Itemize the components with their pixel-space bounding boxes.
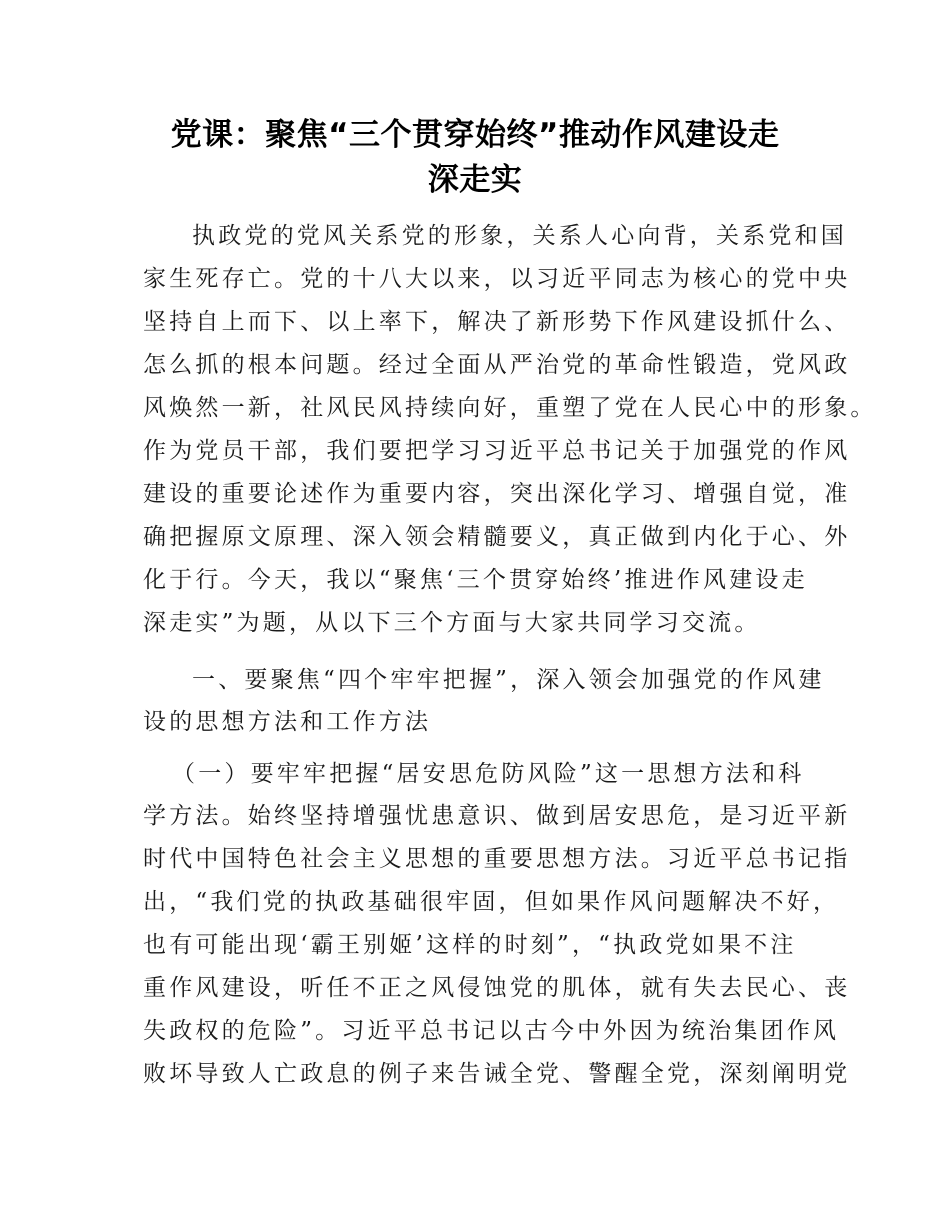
heading-line: 设的思想方法和工作方法 <box>143 709 432 735</box>
paragraph-line: 建设的重要论述作为重要内容，突出深化学习、增强自觉，准 <box>143 481 851 507</box>
paragraph-line: 时代中国特色社会主义思想的重要思想方法。习近平总书记指 <box>143 846 851 872</box>
paragraph-line: 风焕然一新，社风民风持续向好，重塑了党在人民心中的形象。 <box>143 395 877 421</box>
paragraph-line: 重作风建设，听任不正之风侵蚀党的肌体，就有失去民心、丧 <box>143 975 851 1001</box>
paragraph-line: 深走实”为题，从以下三个方面与大家共同学习交流。 <box>143 610 761 636</box>
paragraph-line: 学方法。始终坚持增强忧患意识、做到居安思危，是习近平新 <box>143 803 851 829</box>
document-title-line-2: 深走实 <box>427 162 523 198</box>
paragraph-line: 作为党员干部，我们要把学习习近平总书记关于加强党的作风 <box>143 438 851 464</box>
paragraph-line: 确把握原文原理、深入领会精髓要义，真正做到内化于心、外 <box>143 524 851 550</box>
paragraph-line: 执政党的党风关系党的形象，关系人心向背，关系党和国 <box>192 223 847 249</box>
paragraph-line: 家生死存亡。党的十八大以来，以习近平同志为核心的党中央 <box>143 266 851 292</box>
paragraph-line: （一）要牢牢把握“居安思危防风险”这一思想方法和科 <box>172 761 805 787</box>
paragraph-line: 也有可能出现‘霸王别姬’这样的时刻”，“执政党如果不注 <box>143 932 797 958</box>
paragraph-line: 化于行。今天，我以“聚焦‘三个贯穿始终’推进作风建设走 <box>143 567 808 593</box>
document-title-line-1: 党课：聚焦“三个贯穿始终”推动作风建设走 <box>170 117 780 153</box>
paragraph-line: 怎么抓的根本问题。经过全面从严治党的革命性锻造，党风政 <box>143 352 851 378</box>
paragraph-line: 败坏导致人亡政息的例子来告诫全党、警醒全党，深刻阐明党 <box>143 1061 851 1087</box>
paragraph-line: 出，“我们党的执政基础很牢固，但如果作风问题解决不好， <box>143 889 840 915</box>
heading-line: 一、要聚焦“四个牢牢把握”，深入领会加强党的作风建 <box>192 667 825 693</box>
paragraph-line: 坚持自上而下、以上率下，解决了新形势下作风建设抓什么、 <box>143 309 851 335</box>
paragraph-line: 失政权的危险”。习近平总书记以古今中外因为统治集团作风 <box>143 1018 840 1044</box>
